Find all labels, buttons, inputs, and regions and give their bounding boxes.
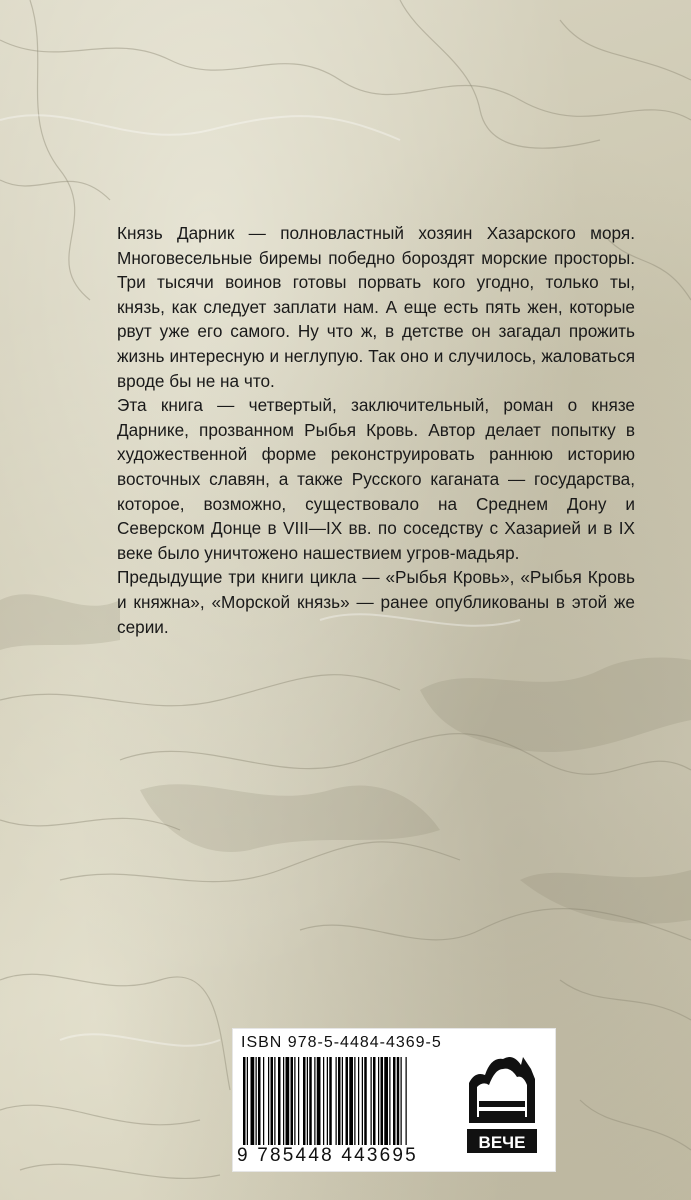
barcode-bar bbox=[378, 1057, 379, 1145]
blurb-text bbox=[117, 221, 635, 639]
barcode-bar bbox=[251, 1057, 255, 1145]
barcode-bar bbox=[338, 1057, 341, 1145]
barcode-bar bbox=[256, 1057, 257, 1145]
barcode-bar bbox=[336, 1057, 337, 1145]
barcode-bar bbox=[397, 1057, 400, 1145]
barcode-bar bbox=[283, 1057, 284, 1145]
publisher-logo-text: ВЕЧЕ bbox=[478, 1133, 526, 1152]
barcode-panel bbox=[232, 1028, 556, 1172]
barcode-bar bbox=[389, 1057, 390, 1145]
barcode-bar bbox=[307, 1057, 308, 1145]
barcode-bar bbox=[243, 1057, 246, 1145]
barcode-bar bbox=[381, 1057, 384, 1145]
barcode-bar bbox=[401, 1057, 402, 1145]
barcode-bar bbox=[406, 1057, 407, 1145]
barcode-bar bbox=[258, 1057, 261, 1145]
barcode-bar bbox=[327, 1057, 328, 1145]
barcode-bar bbox=[364, 1057, 367, 1145]
barcode-bar bbox=[271, 1057, 274, 1145]
barcode-bar bbox=[349, 1057, 353, 1145]
barcode-bar bbox=[303, 1057, 306, 1145]
barcode-bar bbox=[317, 1057, 321, 1145]
barcode-bar bbox=[309, 1057, 312, 1145]
barcode-bar bbox=[323, 1057, 324, 1145]
barcode-bar bbox=[384, 1057, 388, 1145]
barcode-bar bbox=[358, 1057, 359, 1145]
barcode-bar bbox=[286, 1057, 290, 1145]
barcode-bar bbox=[274, 1057, 275, 1145]
barcode-bar bbox=[373, 1057, 376, 1145]
blurb-paragraph: Эта книга — четвертый, заключительный, роман о князе Дарнике, прозванном Рыбья Кровь. Автор делает попытку в художественной форме реконструировать раннюю историю восточных славян, а также Русского каганата — государства, которое, возможно, существовало на Среднем Дону и Северском Донце в VIII—IX вв. по соседству с Хазарией и в IX веке было уничтожено нашествием угров-мадьяр. bbox=[117, 395, 635, 563]
publisher-logo bbox=[465, 1053, 539, 1157]
barcode-bar bbox=[294, 1057, 295, 1145]
barcode-bar bbox=[393, 1057, 396, 1145]
barcode-bar bbox=[362, 1057, 363, 1145]
barcode-bar bbox=[298, 1057, 299, 1145]
barcode-bar bbox=[346, 1057, 349, 1145]
isbn-label: ISBN 978-5-4484-4369-5 bbox=[241, 1034, 442, 1051]
barcode-bar bbox=[291, 1057, 294, 1145]
barcode-bars bbox=[243, 1057, 448, 1145]
barcode-bar bbox=[278, 1057, 281, 1145]
barcode-bar bbox=[329, 1057, 332, 1145]
barcode-digits: 9 785448 443695 bbox=[237, 1145, 418, 1166]
barcode-bar bbox=[354, 1057, 355, 1145]
barcode-bar bbox=[268, 1057, 269, 1145]
barcode-bar bbox=[263, 1057, 264, 1145]
blurb-paragraph: Князь Дарник — полновластный хозяин Хазарского моря. Многовесельные биремы победно бороздят морские просторы. Три тысячи воинов готовы порвать кого угодно, только ты, князь, как следует заплати нам. А еще есть пять жен, которые рвут уже его самого. Ну что ж, в детстве он загадал прожить жизнь интересную и неглупую. Так оно и случилось, жаловаться вроде бы не на что. bbox=[117, 223, 635, 391]
blurb-paragraph: Предыдущие три книги цикла — «Рыбья Кровь», «Рыбья Кровь и княжна», «Морской князь» — ранее опубликованы в этой же серии. bbox=[117, 567, 635, 637]
barcode-bar bbox=[247, 1057, 248, 1145]
barcode-bar bbox=[342, 1057, 343, 1145]
barcode-bar bbox=[314, 1057, 315, 1145]
barcode-bar bbox=[371, 1057, 372, 1145]
